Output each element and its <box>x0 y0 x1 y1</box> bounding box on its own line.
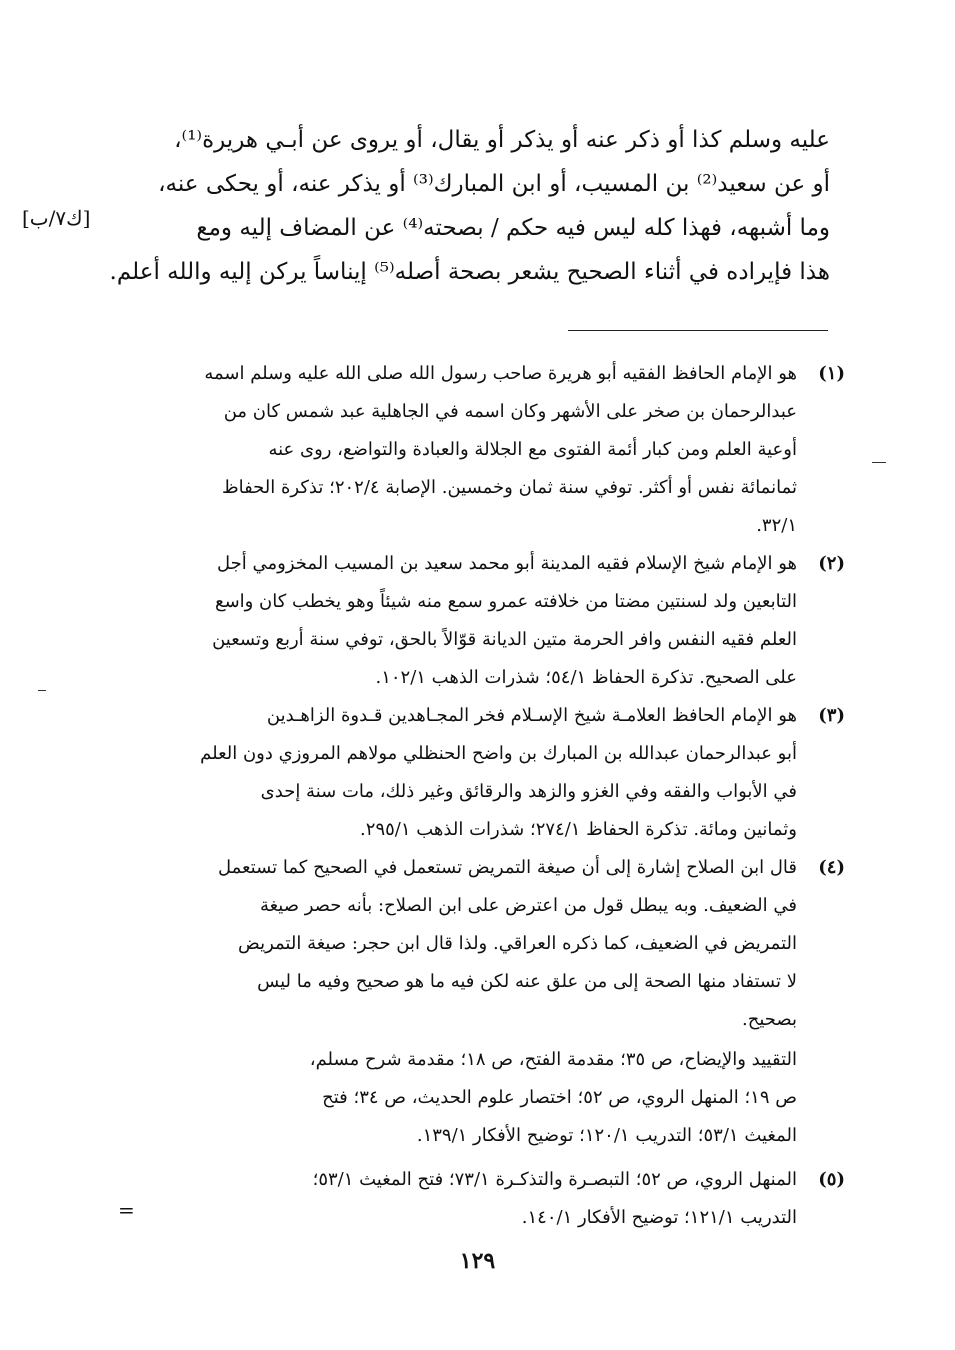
footnote-line: عبدالرحمان بن صخر على الأشهر وكان اسمه في الجاهلية عبد شمس كان من <box>223 401 797 422</box>
footnote-line: لا تستفاد منها الصحة إلى من علق عنه لكن فيه ما هو صحيح وفيه ما ليس <box>257 971 797 992</box>
main-text-line: أو عن سعيد⁽²⁾ بن المسيب، أو ابن المبارك⁽³⁾ أو يذكر عنه، أو يحكى عنه، <box>158 171 830 197</box>
footnote-number: (٥) <box>818 1169 845 1190</box>
footnote-number: (٣) <box>818 705 845 726</box>
footnote-3 <box>135 697 845 849</box>
footnote-line: بصحيح. <box>741 1009 797 1030</box>
footnote-number: (٤) <box>818 857 845 878</box>
footnote-body <box>135 1161 797 1237</box>
footnote-line: هو الإمام شيخ الإسلام فقيه المدينة أبو محمد سعيد بن المسيب المخزومي أجل <box>217 553 797 574</box>
footnote-body <box>135 545 797 697</box>
footnote-references <box>135 1041 797 1155</box>
footnote-body <box>135 849 797 1155</box>
footnote-2 <box>135 545 845 697</box>
footnote-4 <box>135 849 845 1155</box>
footnote-line: العلم فقيه النفس وافر الحرمة متين الديانة قوّالاً بالحق، توفي سنة أربع وتسعين <box>212 629 797 650</box>
footnote-body <box>135 355 797 545</box>
footnote-line: التابعين ولد لسنتين مضتا من خلافته عمرو سمع منه شيئاً وهو يخطب كان واسع <box>214 591 797 612</box>
footnote-line: على الصحيح. تذكرة الحفاظ ٥٤/١؛ شذرات الذهب ١٠٢/١. <box>375 667 797 688</box>
main-text-line: هذا فإيراده في أثناء الصحيح يشعر بصحة أصله⁽⁵⁾ إيناساً يركن إليه والله أعلم. <box>109 259 830 285</box>
stray-equals-mark: = <box>118 1198 135 1222</box>
margin-tick-mark <box>38 690 46 691</box>
footnote-line: أبو عبدالرحمان عبدالله بن المبارك بن واضح الحنظلي مولاهم المروزي دون العلم <box>200 743 797 764</box>
reference-line: التقييد والإيضاح، ص ٣٥؛ مقدمة الفتح، ص ١٨؛ مقدمة شرح مسلم، <box>309 1049 797 1070</box>
footnote-line: أوعية العلم ومن كبار أئمة الفتوى مع الجلالة والعبادة والتواضع، روى عنه <box>268 439 797 460</box>
footnote-line: المنهل الروي، ص ٥٢؛ التبصـرة والتذكـرة ٧٣/١؛ فتح المغيث ٥٣/١؛ <box>312 1169 797 1190</box>
footnote-number: (١) <box>818 363 845 384</box>
main-text-block <box>60 118 830 294</box>
footnote-line: هو الإمام الحافظ الفقيه أبو هريرة صاحب رسول الله صلى الله عليه وسلم اسمه <box>204 363 797 384</box>
footnote-line: ثمانمائة نفس أو أكثر. توفي سنة ثمان وخمسين. الإصابة ٢٠٢/٤؛ تذكرة الحفاظ <box>221 477 797 498</box>
main-text-line: عليه وسلم كذا أو ذكر عنه أو يذكر أو يقال، أو يروى عن أبـي هريرة⁽¹⁾، <box>174 127 830 153</box>
footnote-separator <box>568 330 828 331</box>
footnote-line: التمريض في الضعيف، كما ذكره العراقي. ولذا قال ابن حجر: صيغة التمريض <box>238 933 797 954</box>
footnote-line: قال ابن الصلاح إشارة إلى أن صيغة التمريض تستعمل في الصحيح كما تستعمل <box>217 857 797 878</box>
footnote-line: ٣٢/١. <box>756 515 797 536</box>
footnote-1 <box>135 355 845 545</box>
margin-tick-mark <box>872 462 886 463</box>
footnote-line: وثمانين ومائة. تذكرة الحفاظ ٢٧٤/١؛ شذرات الذهب ٢٩٥/١. <box>360 819 797 840</box>
footnote-5 <box>135 1161 845 1237</box>
footnote-number: (٢) <box>818 553 845 574</box>
footnote-line: في الضعيف. وبه يبطل قول من اعترض على ابن الصلاح: بأنه حصر صيغة <box>259 895 797 916</box>
footnotes-section <box>135 355 845 1237</box>
page-number: ١٢٩ <box>459 1248 496 1274</box>
margin-folio-note: [ك٧/ب] <box>22 206 91 230</box>
footnote-body <box>135 697 797 849</box>
footnote-line: التدريب ١٢١/١؛ توضيح الأفكار ١٤٠/١. <box>521 1207 797 1228</box>
footnote-line: في الأبواب والفقه وفي الغزو والزهد والرقائق وغير ذلك، مات سنة إحدى <box>260 781 797 802</box>
reference-line: ص ١٩؛ المنهل الروي، ص ٥٢؛ اختصار علوم الحديث، ص ٣٤؛ فتح <box>322 1087 797 1108</box>
main-text-line: وما أشبهه، فهذا كله ليس فيه حكم / بصحته⁽⁴⁾ عن المضاف إليه ومع <box>196 215 830 241</box>
reference-line: المغيث ٥٣/١؛ التدريب ١٢٠/١؛ توضيح الأفكار ١٣٩/١. <box>416 1125 797 1146</box>
footnote-line: هو الإمام الحافظ العلامـة شيخ الإسـلام فخر المجـاهدين قـدوة الزاهـدين <box>266 705 797 726</box>
